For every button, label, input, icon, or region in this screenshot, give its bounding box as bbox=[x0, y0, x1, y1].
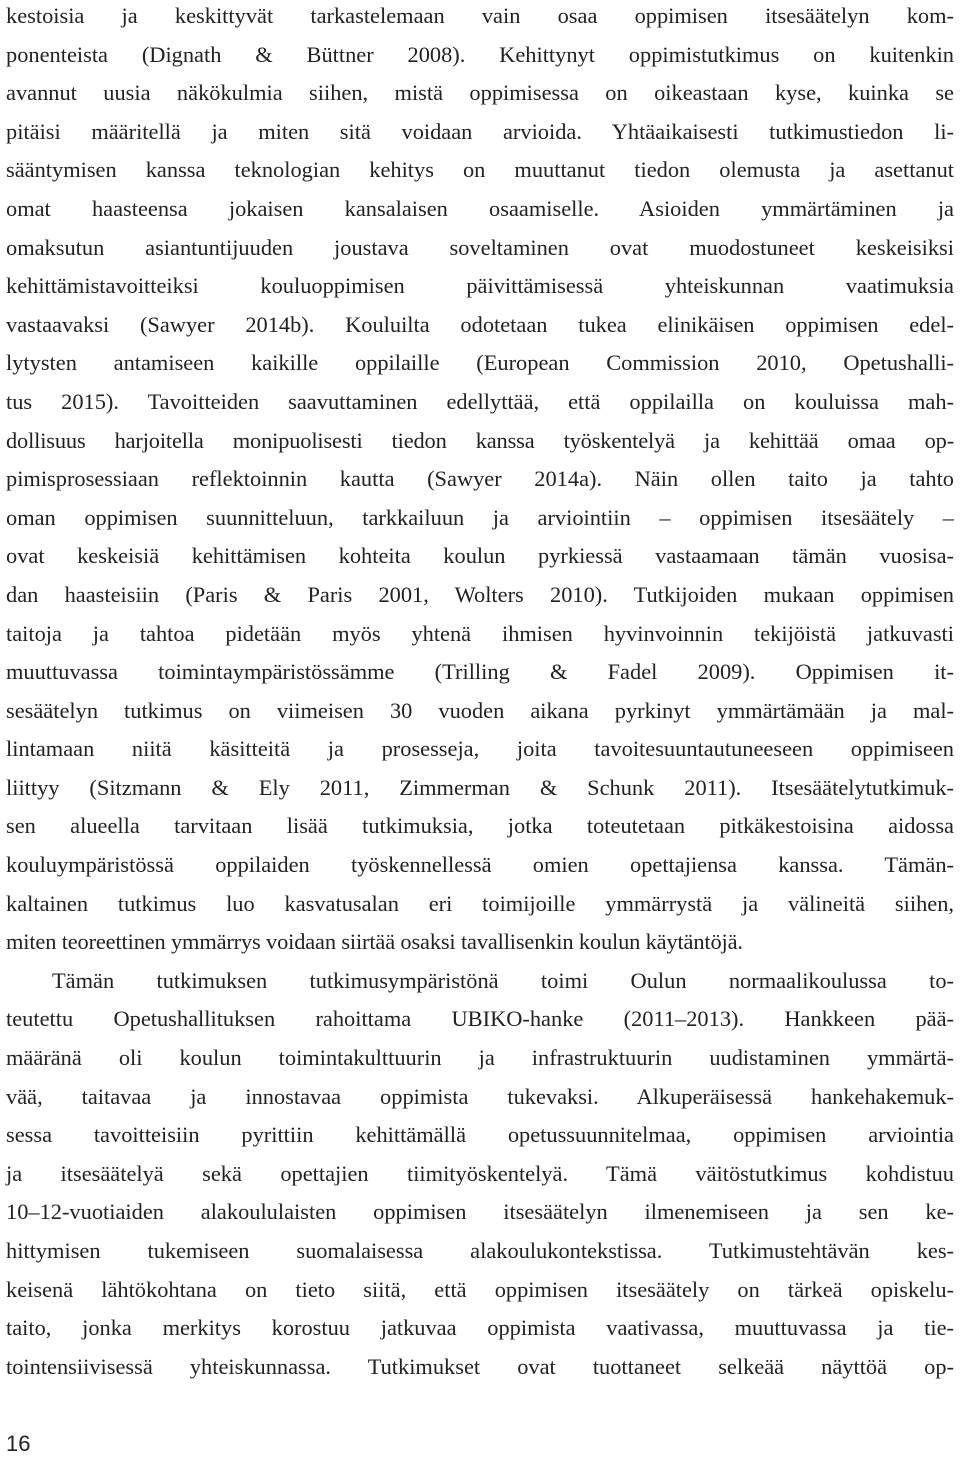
text-line: kestoisia ja keskittyvät tarkastelemaan vain osaa oppimisen itsesäätelyn kom- bbox=[6, 3, 954, 28]
text-line: omat haasteensa jokaisen kansalaisen osaamiselle. Asioiden ymmärtäminen ja bbox=[6, 195, 954, 221]
text-line: liittyy (Sitzmann & Ely 2011, Zimmerman & Schunk 2011). Itsesäätelytutkimuk- bbox=[6, 774, 954, 800]
text-line: sääntymisen kanssa teknologian kehitys on muuttanut tiedon olemusta ja asettanut bbox=[6, 157, 954, 183]
text-line: taitoja ja tahtoa pidetään myös yhtenä ihmisen hyvinvoinnin tekijöistä jatkuvasti bbox=[6, 620, 954, 646]
text-line: sen alueella tarvitaan lisää tutkimuksia, jotka toteutetaan pitkäkestoisina aidossa bbox=[6, 813, 954, 839]
text-line: ja itsesäätelyä sekä opettajien tiimityöskentelyä. Tämä väitöstutkimus kohdistuu bbox=[6, 1160, 954, 1186]
text-line: vää, taitavaa ja innostavaa oppimista tukevaksi. Alkuperäisessä hankehakemuk- bbox=[6, 1083, 954, 1109]
text-line: hittymisen tukemiseen suomalaisessa alakoulukontekstissa. Tutkimustehtävän kes- bbox=[6, 1238, 954, 1263]
text-line: tus 2015). Tavoitteiden saavuttaminen edellyttää, että oppilailla on kouluissa mah- bbox=[6, 388, 954, 414]
text-line: pimisprosessiaan reflektoinnin kautta (Sawyer 2014a). Näin ollen taito ja tahto bbox=[6, 466, 954, 492]
text-line: avannut uusia näkökulmia siihen, mistä oppimisessa on oikeastaan kyse, kuinka se bbox=[6, 80, 954, 106]
text-line: dollisuus harjoitella monipuolisesti tiedon kanssa työskentelyä ja kehittää omaa op- bbox=[6, 427, 954, 453]
text-line: kaltainen tutkimus luo kasvatusalan eri toimijoille ymmärrystä ja välineitä siihen, bbox=[6, 890, 954, 916]
text-line: omaksutun asiantuntijuuden joustava soveltaminen ovat muodostuneet keskeisiksi bbox=[6, 234, 954, 260]
text-line: ponenteista (Dignath & Büttner 2008). Kehittynyt oppimistutkimus on kuitenkin bbox=[6, 41, 954, 67]
text-line: sessa tavoitteisiin pyrittiin kehittämällä opetussuunnitelmaa, oppimisen arviointia bbox=[6, 1122, 954, 1148]
body-text bbox=[6, 0, 954, 1386]
text-line: keisenä lähtökohtana on tieto siitä, että oppimisen itsesäätely on tärkeä opiskelu- bbox=[6, 1276, 954, 1302]
text-line: kehittämistavoitteiksi kouluoppimisen päivittämisessä yhteiskunnan vaatimuksia bbox=[6, 273, 954, 299]
text-line: teutettu Opetushallituksen rahoittama UBIKO-hanke (2011–2013). Hankkeen pää- bbox=[6, 1006, 954, 1032]
text-line: vastaavaksi (Sawyer 2014b). Kouluilta odotetaan tukea elinikäisen oppimisen edel- bbox=[6, 311, 954, 337]
paragraph-start-line: Tämän tutkimuksen tutkimusympäristönä toimi Oulun normaalikoulussa to- bbox=[52, 967, 954, 993]
text-line: pitäisi määritellä ja miten sitä voidaan arvioida. Yhtäaikaisesti tutkimustiedon li- bbox=[6, 118, 954, 144]
text-line: 10–12-vuotiaiden alakoululaisten oppimisen itsesäätelyn ilmenemiseen ja sen ke- bbox=[6, 1199, 954, 1225]
text-line: lintamaan niitä käsitteitä ja prosesseja, joita tavoitesuuntautuneeseen oppimiseen bbox=[6, 736, 954, 762]
text-line: ovat keskeisiä kehittämisen kohteita koulun pyrkiessä vastaamaan tämän vuosisa- bbox=[6, 543, 954, 569]
text-line: muuttuvassa toimintaympäristössämme (Trilling & Fadel 2009). Oppimisen it- bbox=[6, 659, 954, 685]
text-line: tointensiivisessä yhteiskunnassa. Tutkimukset ovat tuottaneet selkeää näyttöä op- bbox=[6, 1353, 954, 1379]
text-line: lytysten antamiseen kaikille oppilaille (European Commission 2010, Opetushalli- bbox=[6, 350, 954, 376]
text-line: taito, jonka merkitys korostuu jatkuvaa oppimista vaativassa, muuttuvassa ja tie- bbox=[6, 1315, 954, 1341]
page-number: 16 bbox=[6, 1431, 31, 1456]
text-line: kouluympäristössä oppilaiden työskennellessä omien opettajiensa kanssa. Tämän- bbox=[6, 852, 954, 878]
text-line: määränä oli koulun toimintakulttuurin ja infrastruktuurin uudistaminen ymmärtä- bbox=[6, 1045, 954, 1071]
text-line: oman oppimisen suunnitteluun, tarkkailuun ja arviointiin – oppimisen itsesäätely – bbox=[6, 504, 954, 530]
text-line: sesäätelyn tutkimus on viimeisen 30 vuoden aikana pyrkinyt ymmärtämään ja mal- bbox=[6, 697, 954, 723]
paragraph-end-line: miten teoreettinen ymmärrys voidaan siirtää osaksi tavallisenkin koulun käytäntöjä. bbox=[6, 929, 743, 955]
text-line: dan haasteisiin (Paris & Paris 2001, Wolters 2010). Tutkijoiden mukaan oppimisen bbox=[6, 581, 954, 607]
